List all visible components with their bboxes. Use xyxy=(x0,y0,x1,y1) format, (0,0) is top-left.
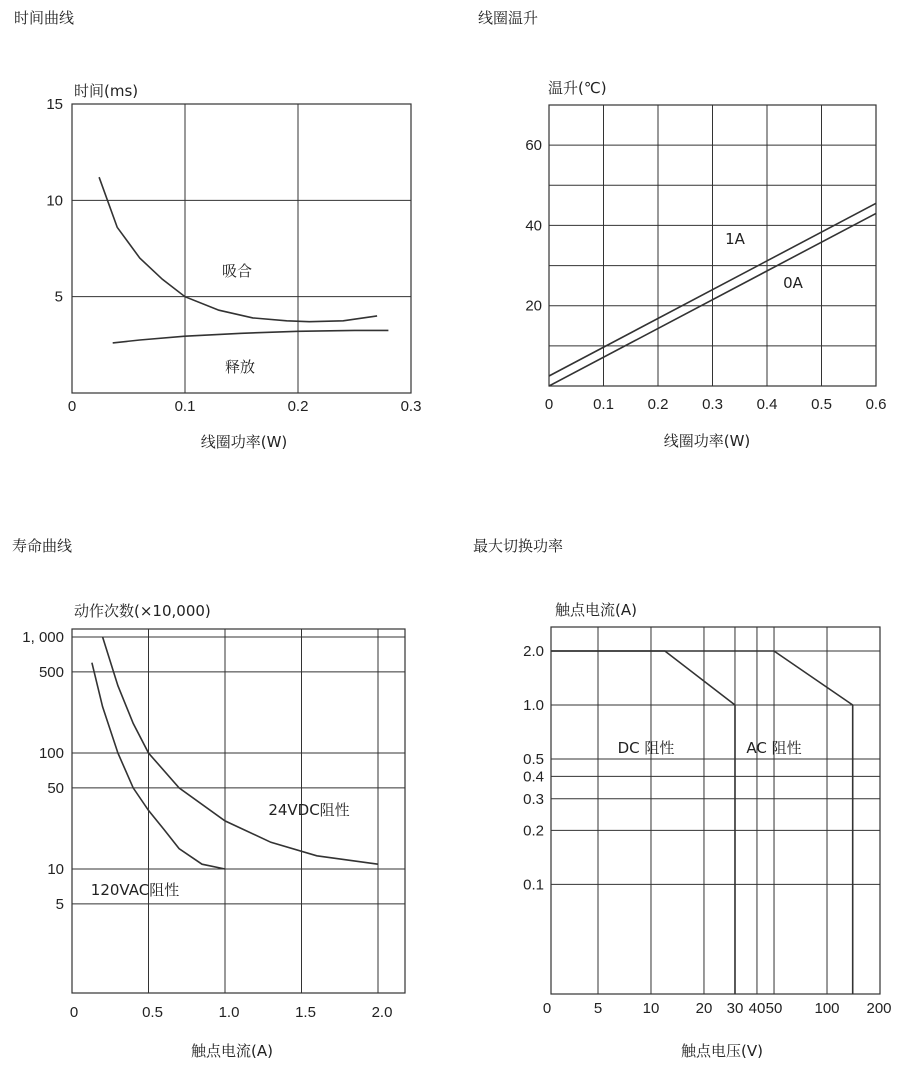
chart2-ytick: 40 xyxy=(525,217,542,235)
chart4-xtick: 10 xyxy=(642,1000,660,1017)
chart3-xtick: 2.0 xyxy=(371,1004,393,1021)
chart2-xtick: 0 xyxy=(544,396,554,413)
chart1-series-0 xyxy=(99,177,377,322)
chart4-series-0 xyxy=(551,651,735,994)
chart4-ytick: 0.1 xyxy=(523,876,544,894)
chart3-series-label: 120VAC阻性 xyxy=(90,881,180,899)
chart3-ytick: 500 xyxy=(38,663,64,681)
chart4-ytick: 1.0 xyxy=(523,697,544,714)
chart1-xtick: 0.1 xyxy=(174,398,196,415)
chart1-ytick: 5 xyxy=(54,288,63,306)
chart3-ylabel: 动作次数(×10,000) xyxy=(74,602,211,620)
chart3-xtick: 0 xyxy=(69,1004,79,1021)
chart4-frame xyxy=(551,627,880,994)
chart2-xlabel: 线圈功率(W) xyxy=(663,432,751,450)
chart1-frame xyxy=(72,104,411,393)
chart1-series-label: 吸合 xyxy=(221,262,253,280)
chart2-ylabel: 温升(℃) xyxy=(548,79,607,97)
chart4-xtick: 50 xyxy=(765,1000,783,1017)
chart3-series-label: 24VDC阻性 xyxy=(268,801,350,819)
chart1-xtick: 0.2 xyxy=(287,398,309,415)
chart1-title: 时间曲线 xyxy=(14,9,75,27)
chart3-ytick: 100 xyxy=(38,745,64,762)
chart4-ytick: 0.4 xyxy=(523,768,544,786)
chart3-frame xyxy=(72,629,405,993)
chart2-series-label: 0A xyxy=(783,274,803,292)
chart4-xtick: 40 xyxy=(748,1000,766,1017)
chart2-xtick: 0.1 xyxy=(593,396,614,413)
chart4-ytick: 0.5 xyxy=(523,751,544,768)
chart4-xlabel: 触点电压(V) xyxy=(681,1042,763,1060)
chart3-xtick: 1.5 xyxy=(295,1004,316,1021)
chart2-xtick: 0.5 xyxy=(811,396,832,413)
chart2-xtick: 0.4 xyxy=(756,396,778,413)
chart1-series-label: 释放 xyxy=(224,358,256,376)
chart1-ylabel: 时间(ms) xyxy=(74,82,139,100)
chart4-series-1 xyxy=(551,651,853,994)
chart3-xtick: 1.0 xyxy=(218,1004,240,1021)
chart2-xtick: 0.3 xyxy=(702,396,723,413)
chart1-ytick: 10 xyxy=(46,192,63,210)
chart4-xtick: 0 xyxy=(542,1000,552,1017)
chart3-ytick: 5 xyxy=(55,895,64,913)
chart1-xlabel: 线圈功率(W) xyxy=(200,433,288,451)
chart2-series-label: 1A xyxy=(725,230,745,248)
chart3-ytick: 50 xyxy=(47,779,64,797)
chart4-xtick: 200 xyxy=(866,1000,892,1017)
chart2-xtick: 0.6 xyxy=(865,396,887,413)
chart2-xtick: 0.2 xyxy=(647,396,669,413)
chart4-ytick: 2.0 xyxy=(523,643,544,660)
chart3-ytick: 10 xyxy=(47,861,64,878)
chart3-xtick: 0.5 xyxy=(142,1004,163,1021)
chart2-title: 线圈温升 xyxy=(478,9,539,27)
chart3-title: 寿命曲线 xyxy=(12,537,73,555)
chart4-series-label: DC 阻性 xyxy=(617,739,675,757)
chart4-xtick: 5 xyxy=(593,1000,603,1017)
chart3-ytick: 1, 000 xyxy=(22,629,64,646)
chart4-xtick: 30 xyxy=(726,1000,744,1017)
chart3-xlabel: 触点电流(A) xyxy=(191,1042,273,1060)
chart1-series-1 xyxy=(113,330,389,343)
chart4-ytick: 0.2 xyxy=(523,822,544,840)
chart4-title: 最大切换功率 xyxy=(473,537,564,555)
chart4-xtick: 20 xyxy=(695,1000,713,1017)
chart3-series-1 xyxy=(92,663,225,869)
chart1-ytick: 15 xyxy=(46,96,63,113)
chart4-ytick: 0.3 xyxy=(523,790,544,808)
chart4-xtick: 100 xyxy=(814,1000,840,1017)
chart2-ytick: 60 xyxy=(525,137,542,155)
chart3-series-0 xyxy=(103,637,378,864)
chart4-series-label: AC 阻性 xyxy=(746,739,802,757)
chart1-xtick: 0 xyxy=(67,398,77,415)
chart1-xtick: 0.3 xyxy=(400,398,422,415)
chart2-ytick: 20 xyxy=(525,297,542,315)
chart4-ylabel: 触点电流(A) xyxy=(555,601,637,619)
